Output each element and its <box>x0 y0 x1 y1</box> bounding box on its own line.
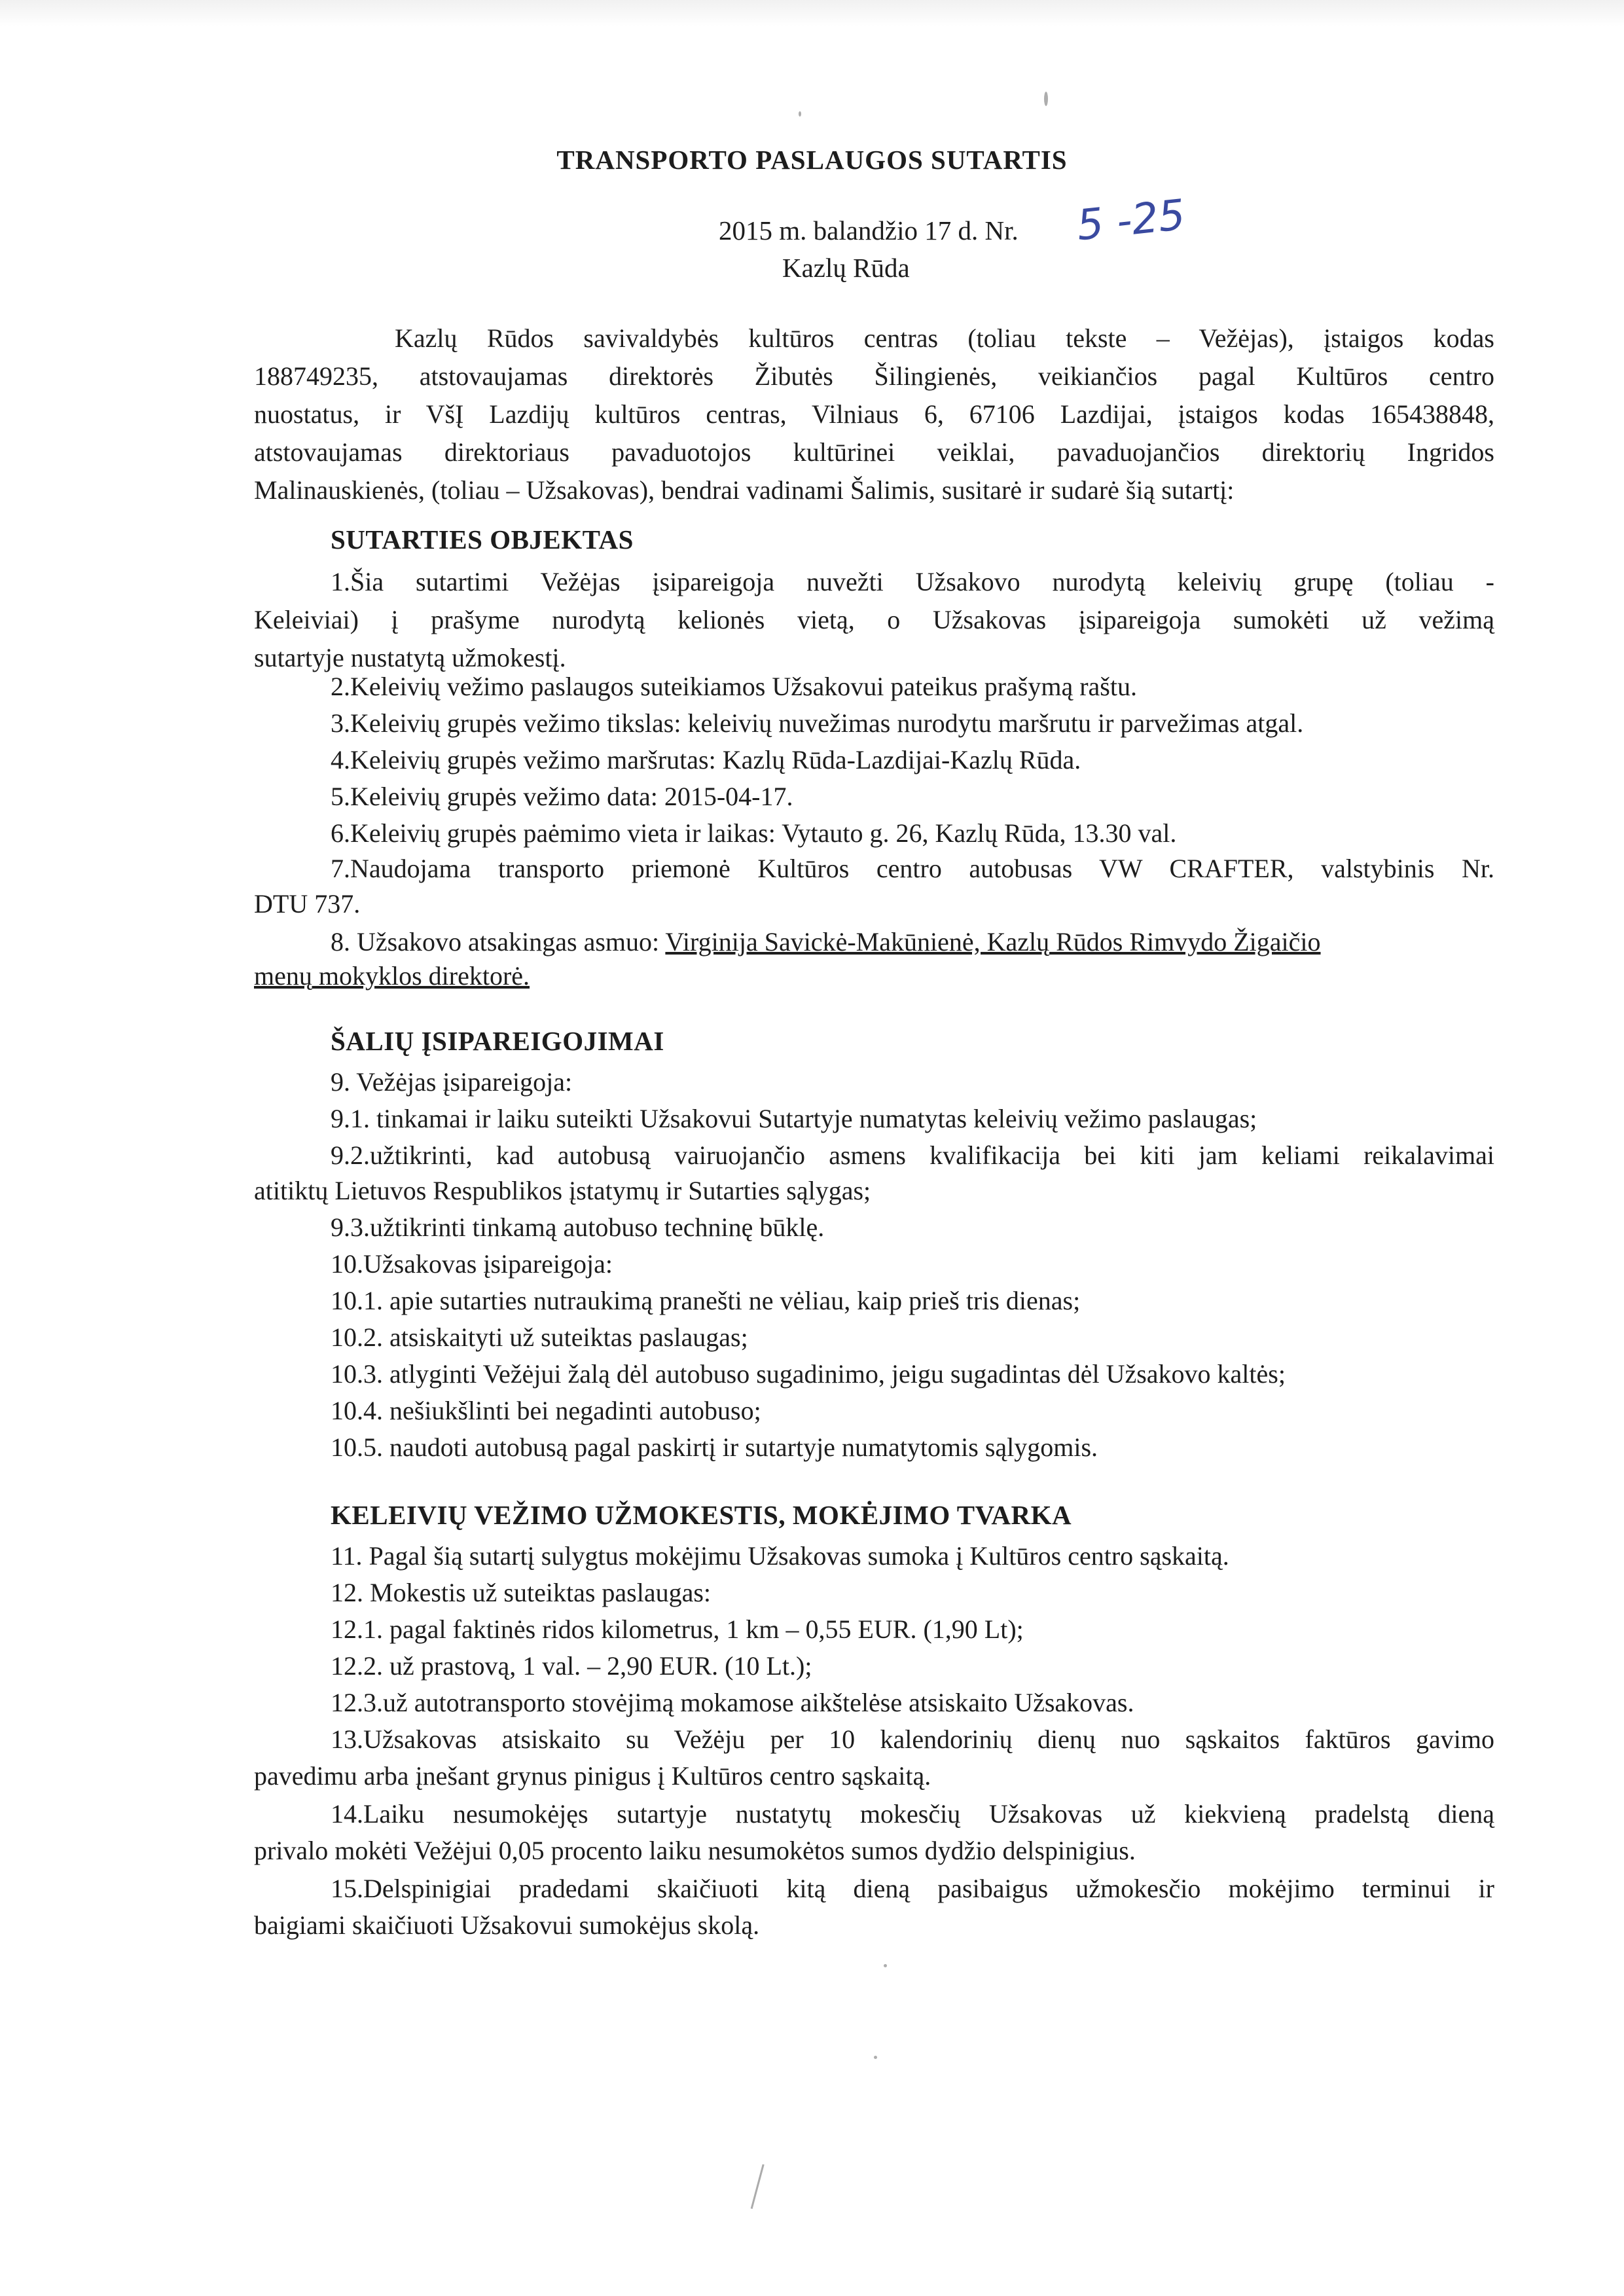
intro-line: Kazlų Rūdos savivaldybės kultūros centras (toliau tekste – Vežėjas), įstaigos kodas <box>395 323 1494 353</box>
clause-5: 5.Keleivių grupės vežimo data: 2015-04-17. <box>331 782 793 811</box>
clause-6: 6.Keleivių grupės paėmimo vieta ir laikas: Vytauto g. 26, Kazlų Rūda, 13.30 val. <box>331 818 1177 848</box>
clause-12-1: 12.1. pagal faktinės ridos kilometrus, 1 km – 0,55 EUR. (1,90 Lt); <box>331 1614 1024 1644</box>
clause-15 <box>331 1870 1494 1908</box>
place-of-signing: Kazlų Rūda <box>782 253 910 283</box>
clause-12: 12. Mokestis už suteiktas paslaugas: <box>331 1578 712 1607</box>
intro-line: Malinauskienės, (toliau – Užsakovas), bendrai vadinami Šalimis, susitarė ir sudarė šią sutartį: <box>254 475 1235 505</box>
clause-line: 7.Naudojama transporto priemonė Kultūros centro autobusas VW CRAFTER, valstybinis Nr. <box>331 854 1494 883</box>
handwritten-contract-number: 5 -25 <box>1074 191 1188 251</box>
scan-speck <box>884 1964 887 1967</box>
clause-line: 14.Laiku nesumokėjęs sutartyje nustatytų mokesčių Užsakovas už kiekvieną pradelstą dieną <box>331 1799 1494 1829</box>
scan-speck <box>1044 92 1048 106</box>
responsible-person: Virginija Savickė-Makūnienė, Kazlų Rūdos Rimvydo Žigaičio <box>665 927 1321 957</box>
clause-8-label: 8. Užsakovo atsakingas asmuo: <box>331 927 666 957</box>
clause-9-2 <box>331 1137 1494 1175</box>
clause-1-continued <box>254 601 1494 677</box>
clause-14 <box>331 1795 1494 1833</box>
clause-11: 11. Pagal šią sutartį sulygtus mokėjimu Užsakovas sumoka į Kultūros centro sąskaitą. <box>331 1541 1229 1571</box>
clause-line: 15.Delspinigiai pradedami skaičiuoti kitą dieną pasibaigus užmokesčio mokėjimo terminui ir <box>331 1874 1494 1903</box>
clause-10-4: 10.4. nešiukšlinti bei negadinti autobuso; <box>331 1396 761 1425</box>
clause-line: 9.2.užtikrinti, kad autobusą vairuojančio asmens kvalifikacija bei kiti jam keliami reikalavimai <box>331 1140 1494 1170</box>
clause-8 <box>331 923 1321 961</box>
clause-13 <box>331 1721 1494 1758</box>
clause-12-3: 12.3.už autotransporto stovėjimą mokamose aikštelėse atsiskaito Užsakovas. <box>331 1688 1134 1717</box>
section-heading-payment: KELEIVIŲ VEŽIMO UŽMOKESTIS, MOKĖJIMO TVARKA <box>331 1500 1072 1530</box>
clause-14-continued: privalo mokėti Vežėjui 0,05 procento laiku nesumokėtos sumos dydžio delspinigius. <box>254 1836 1136 1865</box>
clause-9-1: 9.1. tinkamai ir laiku suteikti Užsakovui Sutartyje numatytas keleivių vežimo paslaugas; <box>331 1104 1257 1133</box>
clause-10-5: 10.5. naudoti autobusą pagal paskirtį ir sutartyje numatytomis sąlygomis. <box>331 1432 1098 1462</box>
section-heading-obligations: ŠALIŲ ĮSIPAREIGOJIMAI <box>331 1026 664 1056</box>
clause-line: sutartyje nustatytą užmokestį. <box>254 643 566 672</box>
intro-line: atstovaujamas direktoriaus pavaduotojos kultūrinei veiklai, pavaduojančios direktorių Ingridos <box>254 437 1494 467</box>
clause-9-2-continued: atitiktų Lietuvos Respublikos įstatymų ir Sutarties sąlygas; <box>254 1176 871 1205</box>
clause-7-continued: DTU 737. <box>254 889 361 919</box>
clause-10-2: 10.2. atsiskaityti už suteiktas paslaugas; <box>331 1322 748 1352</box>
clause-10-3: 10.3. atlyginti Vežėjui žalą dėl autobuso sugadinimo, jeigu sugadintas dėl Užsakovo kaltės; <box>331 1359 1286 1389</box>
clause-line: Keleiviai) į prašyme nurodytą kelionės vietą, o Užsakovas įsipareigoja sumokėti už vežimą <box>254 605 1494 634</box>
intro-paragraph <box>254 319 1494 509</box>
clause-12-2: 12.2. už prastovą, 1 val. – 2,90 EUR. (10 Lt.); <box>331 1651 812 1681</box>
date-and-number: 2015 m. balandžio 17 d. Nr. <box>719 215 1019 246</box>
clause-4: 4.Keleivių grupės vežimo maršrutas: Kazlų Rūda-Lazdijai-Kazlų Rūda. <box>331 745 1081 774</box>
intro-line: nuostatus, ir VšĮ Lazdijų kultūros centras, Vilniaus 6, 67106 Lazdijai, įstaigos kodas 165438848, <box>254 399 1494 429</box>
clause-9-3: 9.3.užtikrinti tinkamą autobuso techninę būklę. <box>331 1212 825 1242</box>
pen-mark <box>751 2164 790 2216</box>
clause-3: 3.Keleivių grupės vežimo tikslas: keleivių nuvežimas nurodytu maršrutu ir parvežimas atgal. <box>331 708 1304 738</box>
clause-7 <box>331 850 1494 888</box>
clause-line: 1.Šia sutartimi Vežėjas įsipareigoja nuvežti Užsakovo nurodytą keleivių grupę (toliau - <box>331 567 1494 596</box>
clause-9: 9. Vežėjas įsipareigoja: <box>331 1067 573 1097</box>
clause-13-continued: pavedimu arba įnešant grynus pinigus į Kultūros centro sąskaitą. <box>254 1761 931 1791</box>
section-heading-object: SUTARTIES OBJEKTAS <box>331 524 634 555</box>
responsible-person-continued: menų mokyklos direktorė. <box>254 961 530 991</box>
clause-line: 13.Užsakovas atsiskaito su Vežėju per 10 kalendorinių dienų nuo sąskaitos faktūros gavimo <box>331 1724 1494 1754</box>
clause-10-1: 10.1. apie sutarties nutraukimą pranešti ne vėliau, kaip prieš tris dienas; <box>331 1286 1081 1315</box>
scan-speck <box>874 2056 877 2059</box>
clause-15-continued: baigiami skaičiuoti Užsakovui sumokėjus skolą. <box>254 1910 760 1940</box>
clause-2: 2.Keleivių vežimo paslaugos suteikiamos Užsakovui pateikus prašymą raštu. <box>331 672 1137 701</box>
clause-10: 10.Užsakovas įsipareigoja: <box>331 1249 613 1279</box>
document-title: TRANSPORTO PASLAUGOS SUTARTIS <box>556 145 1068 175</box>
scan-edge-shadow <box>0 0 1624 26</box>
intro-line: 188749235, atstovaujamas direktorės Žibutės Šilingienės, veikiančios pagal Kultūros centro <box>254 361 1494 391</box>
scan-speck <box>799 111 801 117</box>
clause-1 <box>331 563 1494 601</box>
